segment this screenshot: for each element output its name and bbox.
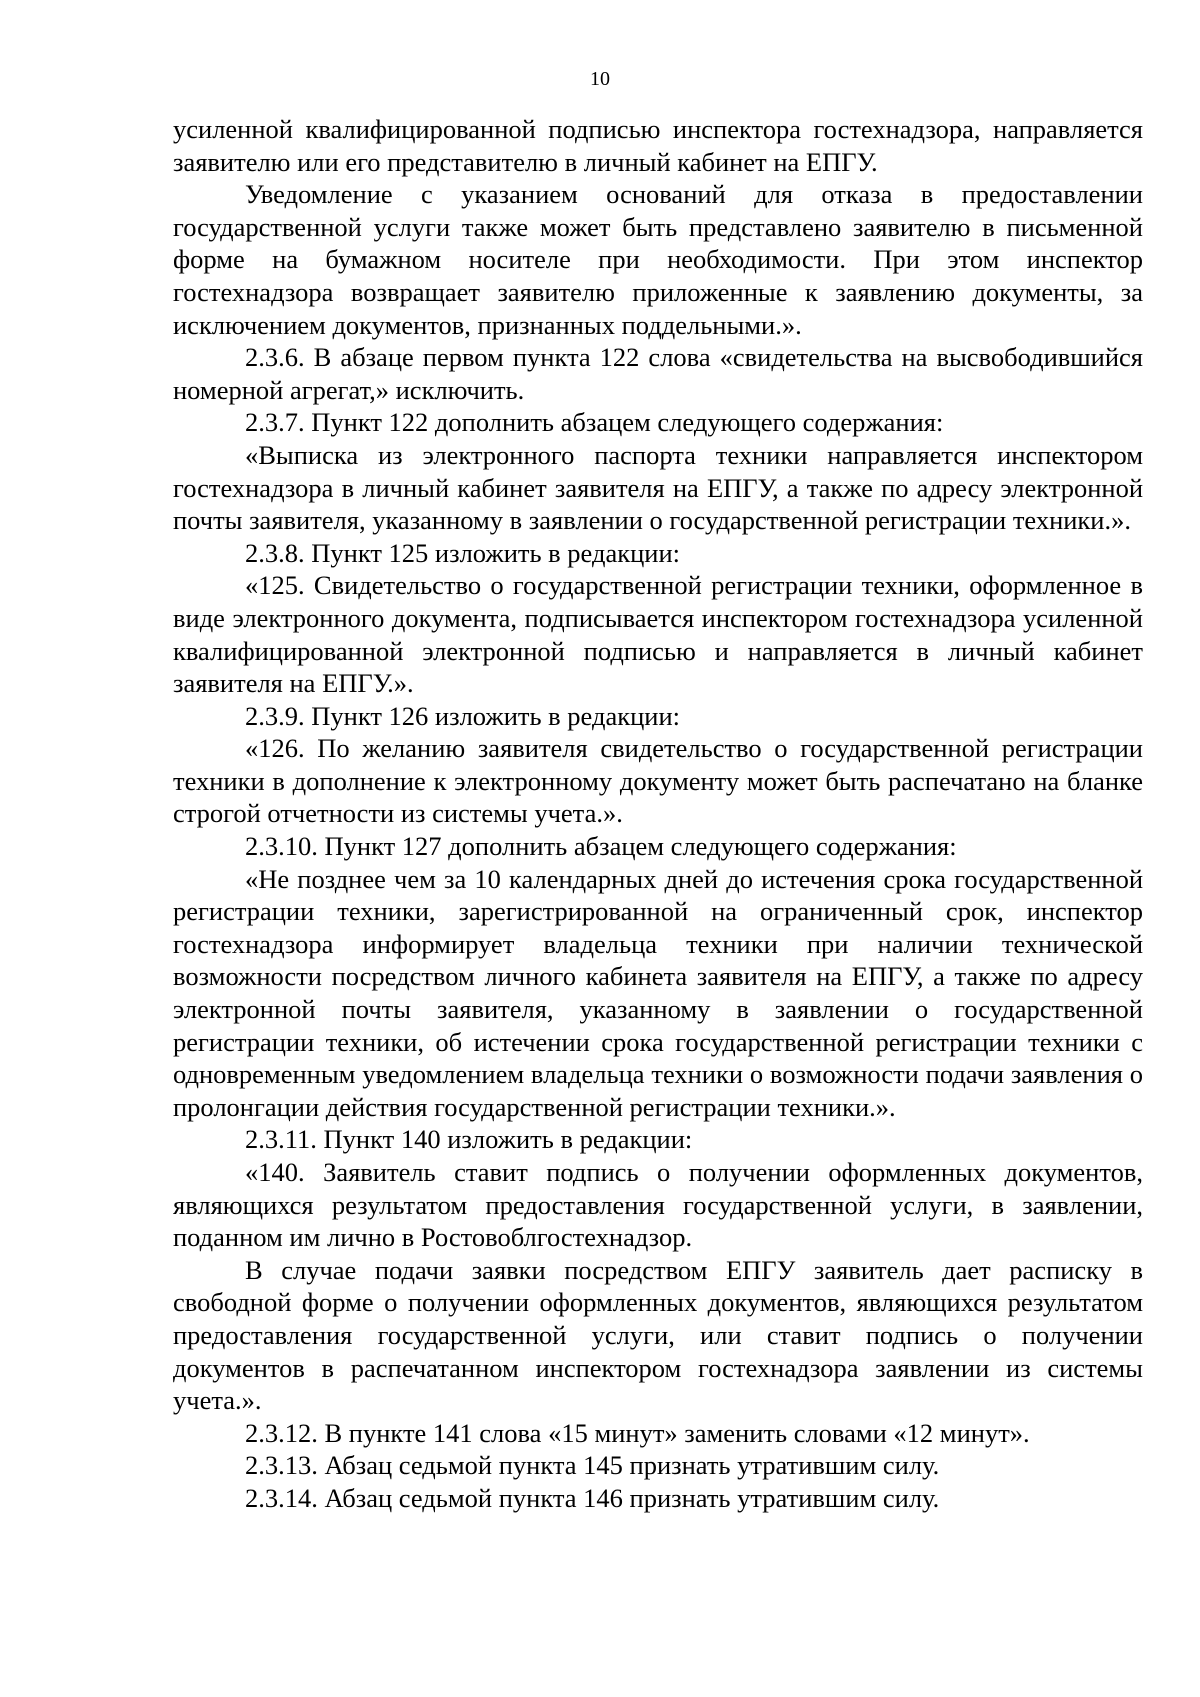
paragraph-3: 2.3.6. В абзаце первом пункта 122 слова «свидетельства на высвободившийся номерной агрегат,» исключить. [173, 342, 1143, 405]
paragraph-10: 2.3.10. Пункт 127 дополнить абзацем следующего содержания: [245, 831, 957, 862]
paragraph-6: 2.3.8. Пункт 125 изложить в редакции: [245, 537, 680, 568]
paragraph-11: «Не позднее чем за 10 календарных дней до истечения срока государственной регистрации техники, зарегистрированной на ограниченный срок, инспектор гостехнадзора информирует владельца техники при наличии технической возможности посредством личного кабинета заявителя на ЕПГУ, а также по адресу электронной почты заявителя, указанному в заявлении о государственной регистрации техники, об истечении срока государственной регистрации техники с одновременным уведомлением владельца техники о возможности подачи заявления о пролонгации действия государственной регистрации техники.». [173, 863, 1143, 1122]
paragraph-15: 2.3.12. В пункте 141 слова «15 минут» заменить словами «12 минут». [245, 1417, 1030, 1448]
paragraph-14: В случае подачи заявки посредством ЕПГУ заявитель дает расписку в свободной форме о получении оформленных документов, являющихся результатом предоставления государственной услуги, или ставит подпись о получении документов в распечатанном инспектором гостехнадзора заявлении из системы учета.». [173, 1254, 1143, 1416]
paragraph-1: усиленной квалифицированной подписью инспектора гостехнадзора, направляется заявителю или его представителю в личный кабинет на ЕПГУ. [173, 114, 1143, 177]
paragraph-9: «126. По желанию заявителя свидетельство о государственной регистрации техники в дополнение к электронному документу может быть распечатано на бланке строгой отчетности из системы учета.». [173, 733, 1143, 829]
page-number: 10 [590, 68, 610, 90]
paragraph-2: Уведомление с указанием оснований для отказа в предоставлении государственной услуги также может быть представлено заявителю в письменной форме на бумажном носителе при необходимости. При этом инспектор гостехнадзора возвращает заявителю приложенные к заявлению документы, за исключением документов, признанных поддельными.». [173, 179, 1143, 340]
paragraph-16: 2.3.13. Абзац седьмой пункта 145 признать утратившим силу. [245, 1450, 940, 1481]
paragraph-17: 2.3.14. Абзац седьмой пункта 146 признать утратившим силу. [245, 1482, 940, 1513]
paragraph-8: 2.3.9. Пункт 126 изложить в редакции: [245, 700, 680, 731]
paragraph-13: «140. Заявитель ставит подпись о получении оформленных документов, являющихся результатом предоставления государственной услуги, в заявлении, поданном им лично в Ростовоблгостехнадзор. [173, 1157, 1143, 1253]
document-body [173, 113, 1143, 1515]
paragraph-5: «Выписка из электронного паспорта техники направляется инспектором гостехнадзора в личный кабинет заявителя на ЕПГУ, а также по адресу электронной почты заявителя, указанному в заявлении о государственной регистрации техники.». [173, 439, 1143, 536]
paragraph-7: «125. Свидетельство о государственной регистрации техники, оформленное в виде электронного документа, подписывается инспектором гостехнадзора усиленной квалифицированной электронной подписью и направляется в личный кабинет заявителя на ЕПГУ.». [173, 570, 1143, 699]
paragraph-12: 2.3.11. Пункт 140 изложить в редакции: [245, 1124, 693, 1155]
paragraph-4: 2.3.7. Пункт 122 дополнить абзацем следующего содержания: [245, 407, 944, 438]
